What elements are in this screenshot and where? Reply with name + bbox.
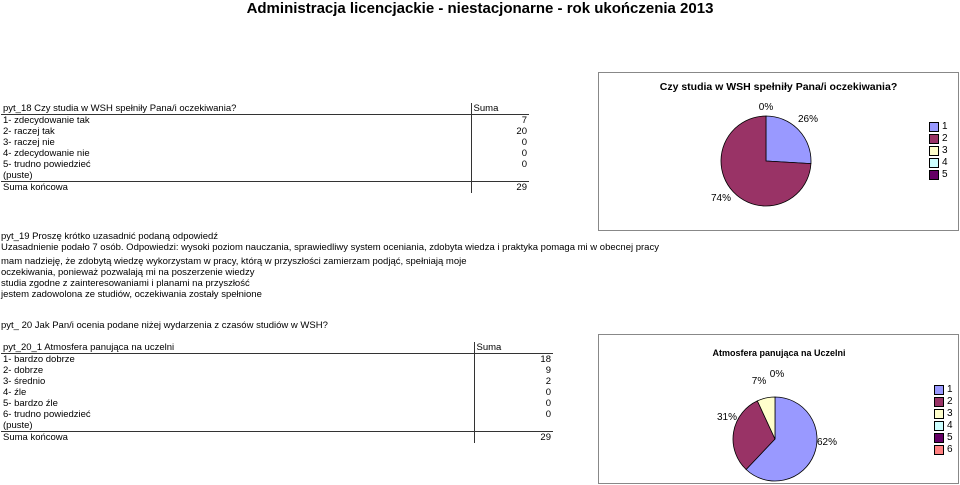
- total-value: 29: [474, 432, 553, 444]
- row-label: 3- raczej nie: [1, 137, 471, 148]
- row-label: 1- zdecydowanie tak: [1, 115, 471, 127]
- table-row: [1, 137, 529, 148]
- q19-summary: Uzasadnienie podało 7 osób. Odpowiedzi: wysoki poziom nauczania, sprawiedliwy system oceniania, zdobyta wiedza i praktyka pomaga mi w obecnej pracy: [1, 242, 659, 253]
- row-value: 0: [545, 409, 551, 420]
- legend-item: [934, 408, 953, 420]
- table-total-row: [1, 182, 529, 194]
- data-label: 0%: [769, 369, 785, 380]
- data-label: 62%: [816, 437, 838, 448]
- page-title: Administracja licencjackie - niestacjonarne - rok ukończenia 2013: [246, 0, 714, 17]
- legend-item: [934, 396, 953, 408]
- q18-header: pyt_18 Czy studia w WSH spełniły Pana/i oczekiwania?: [1, 103, 471, 115]
- row-value: 0: [521, 137, 527, 148]
- q20-sum-header: Suma: [474, 342, 553, 354]
- row-label: 3- średnio: [1, 376, 474, 387]
- total-value: 29: [471, 182, 529, 194]
- q19-question: pyt_19 Proszę krótko uzasadnić podaną odpowiedź: [1, 231, 219, 242]
- row-value: 18: [540, 354, 551, 365]
- table-row: [1, 115, 529, 127]
- table-row: [1, 342, 553, 354]
- row-label: 2- raczej tak: [1, 126, 471, 137]
- row-value: 0: [521, 148, 527, 159]
- legend-item: [934, 384, 953, 396]
- legend-label: 5: [942, 169, 948, 180]
- legend-item: [929, 145, 948, 157]
- chart-legend: [929, 121, 948, 181]
- row-label: 4- zdecydowanie nie: [1, 148, 471, 159]
- legend-label: 4: [942, 157, 948, 168]
- chart-q20: [598, 334, 959, 484]
- table-row: [1, 420, 553, 432]
- legend-swatch: [934, 421, 944, 431]
- chart-legend: [934, 384, 953, 456]
- table-row: [1, 148, 529, 159]
- row-label: 5- bardzo źle: [1, 398, 474, 409]
- legend-label: 6: [947, 444, 953, 455]
- row-label: (puste): [1, 420, 474, 432]
- q18-table: [1, 103, 529, 193]
- legend-item: [934, 432, 953, 444]
- q19-answer: jestem zadowolona ze studiów, oczekiwania zostały spełnione: [1, 289, 262, 300]
- row-value: [471, 170, 529, 182]
- legend-swatch: [934, 445, 944, 455]
- table-row: [1, 398, 553, 409]
- pie-chart-q18: [599, 73, 958, 230]
- data-label: 31%: [716, 412, 738, 423]
- legend-swatch: [934, 385, 944, 395]
- q20-question: pyt_ 20 Jak Pan/i ocenia podane niżej wydarzenia z czasów studiów w WSH?: [1, 320, 328, 331]
- row-value: 0: [545, 387, 551, 398]
- chart-q18: [598, 72, 959, 231]
- legend-swatch: [934, 433, 944, 443]
- legend-label: 3: [947, 408, 953, 419]
- q20-header: pyt_20_1 Atmosfera panująca na uczelni: [1, 342, 474, 354]
- legend-label: 1: [947, 384, 953, 395]
- legend-label: 2: [942, 133, 948, 144]
- legend-swatch: [929, 134, 939, 144]
- row-label: 5- trudno powiedzieć: [1, 159, 471, 170]
- row-label: 4- źle: [1, 387, 474, 398]
- table-row: [1, 409, 553, 420]
- table-row: [1, 354, 553, 366]
- table-row: [1, 387, 553, 398]
- pie-chart-q20: [599, 335, 958, 483]
- total-label: Suma końcowa: [1, 432, 474, 444]
- row-label: (puste): [1, 170, 471, 182]
- row-value: 20: [516, 126, 527, 137]
- legend-item: [929, 157, 948, 169]
- legend-item: [934, 420, 953, 432]
- legend-label: 3: [942, 145, 948, 156]
- row-value: 7: [521, 115, 527, 126]
- total-label: Suma końcowa: [1, 182, 471, 194]
- q19-answer: studia zgodne z zainteresowaniami i planami na przyszłość: [1, 278, 250, 289]
- legend-label: 2: [947, 396, 953, 407]
- table-row: [1, 170, 529, 182]
- legend-swatch: [929, 170, 939, 180]
- legend-item: [929, 133, 948, 145]
- table-row: [1, 126, 529, 137]
- legend-swatch: [929, 122, 939, 132]
- table-row: [1, 376, 553, 387]
- legend-label: 5: [947, 432, 953, 443]
- table-row: [1, 365, 553, 376]
- chart-title: Atmosfera panująca na Uczelni: [712, 348, 846, 358]
- table-row: [1, 159, 529, 170]
- row-label: 2- dobrze: [1, 365, 474, 376]
- row-value: 9: [545, 365, 551, 376]
- legend-item: [929, 169, 948, 181]
- row-value: [474, 420, 553, 432]
- q18-sum-header: Suma: [471, 103, 529, 115]
- q19-answer: mam nadzieję, że zdobytą wiedzę wykorzystam w pracy, którą w przyszłości zamierzam podjąć, spełniają moje: [1, 256, 467, 267]
- data-label: 0%: [758, 102, 774, 113]
- row-value: 0: [545, 398, 551, 409]
- q19-answer: oczekiwania, ponieważ pozwalają mi na poszerzenie wiedzy: [1, 267, 255, 278]
- row-label: 6- trudno powiedzieć: [1, 409, 474, 420]
- legend-label: 4: [947, 420, 953, 431]
- data-label: 7%: [751, 376, 767, 387]
- table-total-row: [1, 432, 553, 444]
- legend-swatch: [934, 397, 944, 407]
- legend-swatch: [934, 409, 944, 419]
- legend-swatch: [929, 158, 939, 168]
- data-label: 26%: [797, 114, 819, 125]
- row-value: 0: [521, 159, 527, 170]
- row-label: 1- bardzo dobrze: [1, 354, 474, 366]
- legend-label: 1: [942, 121, 948, 132]
- legend-item: [929, 121, 948, 133]
- legend-swatch: [929, 146, 939, 156]
- q20-table: [1, 342, 553, 443]
- row-value: 2: [545, 376, 551, 387]
- table-row: [1, 103, 529, 115]
- data-label: 74%: [710, 193, 732, 204]
- chart-title: Czy studia w WSH spełniły Pana/i oczekiwania?: [659, 81, 898, 93]
- legend-item: [934, 444, 953, 456]
